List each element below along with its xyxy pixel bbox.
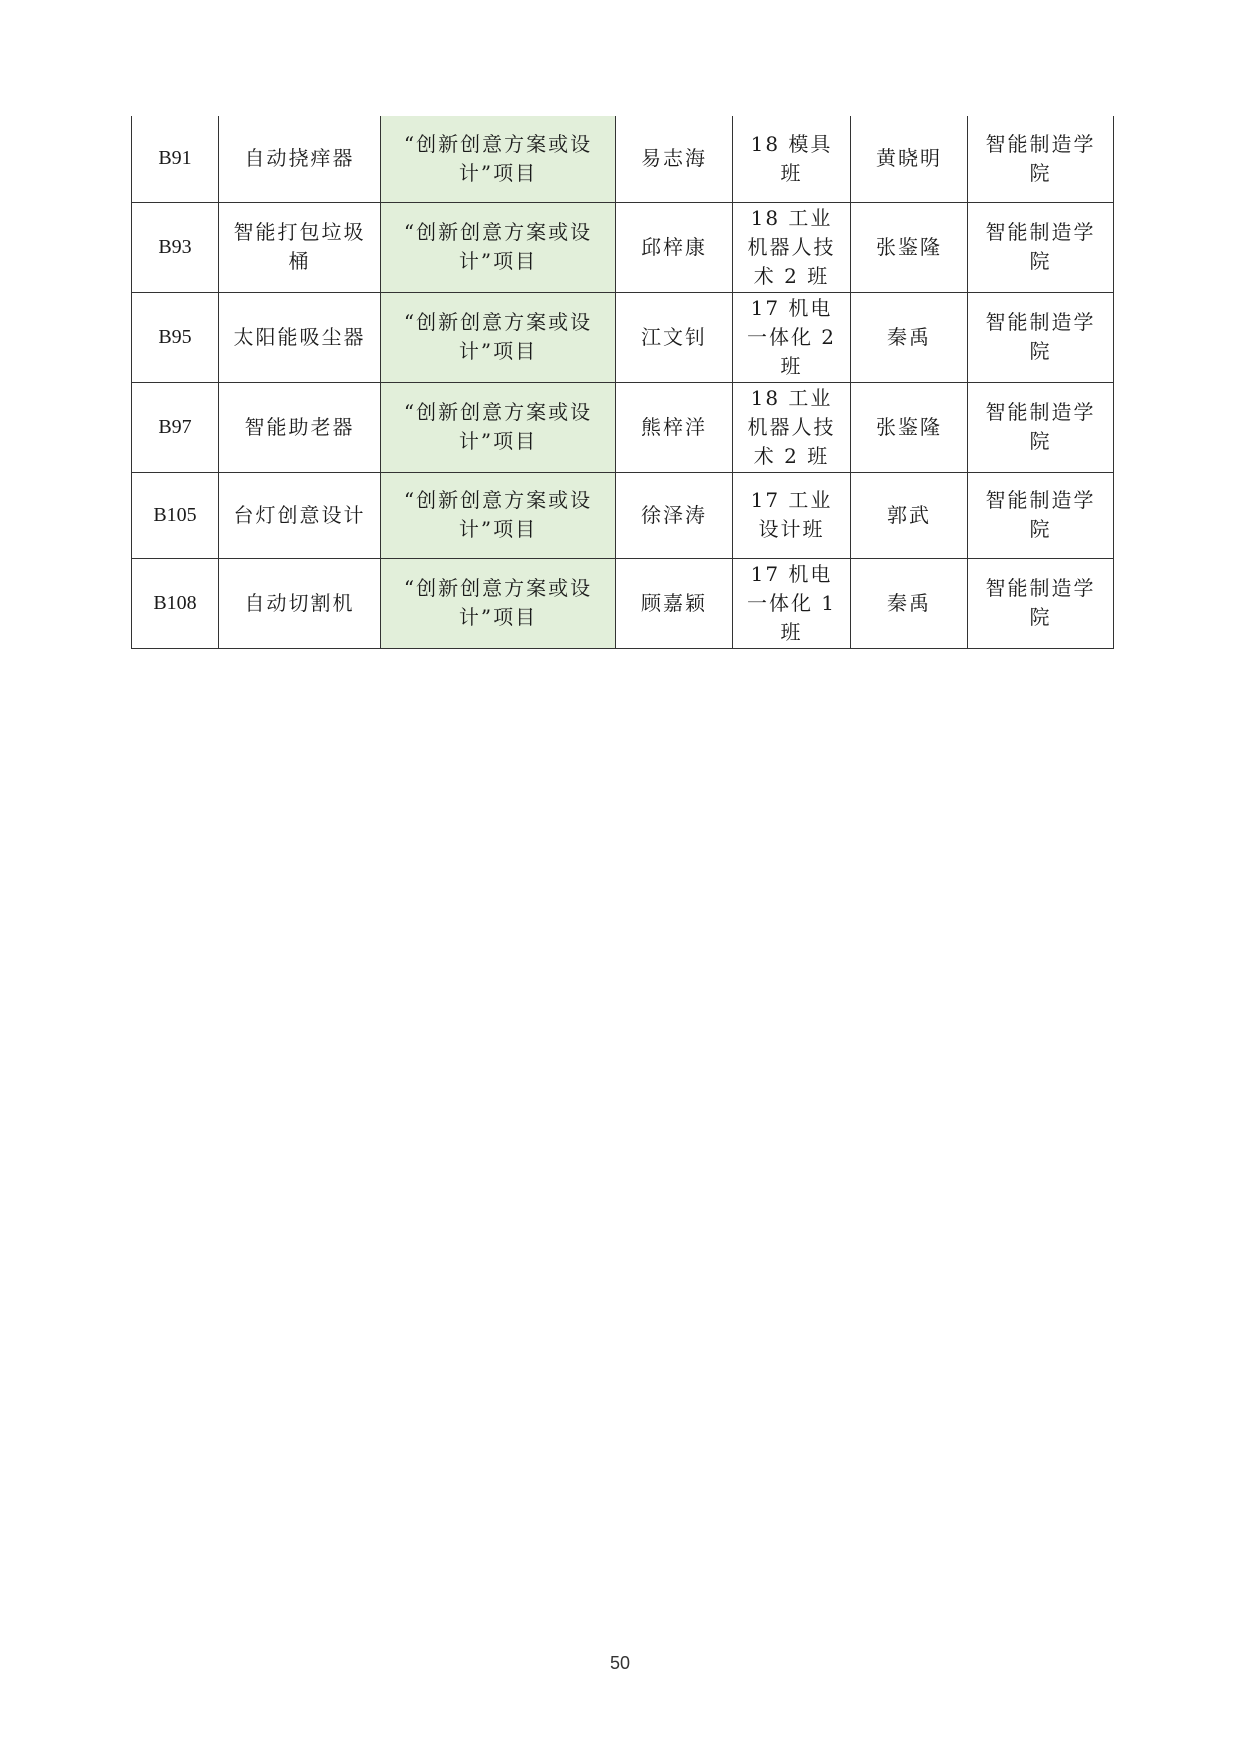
project-name-cell: 智能打包垃圾桶 bbox=[219, 202, 381, 292]
student-cell: 徐泽涛 bbox=[616, 472, 733, 558]
project-name-cell: 台灯创意设计 bbox=[219, 472, 381, 558]
project-id-cell: B105 bbox=[132, 472, 219, 558]
advisor-cell: 张鉴隆 bbox=[851, 202, 968, 292]
table-row bbox=[132, 382, 1114, 472]
student-cell: 江文钊 bbox=[616, 292, 733, 382]
project-id-cell: B93 bbox=[132, 202, 219, 292]
table-row bbox=[132, 202, 1114, 292]
category-cell: “创新创意方案或设计”项目 bbox=[381, 116, 616, 202]
college-cell: 智能制造学院 bbox=[968, 202, 1114, 292]
student-cell: 顾嘉颖 bbox=[616, 558, 733, 648]
page-number: 50 bbox=[609, 1653, 631, 1673]
advisor-cell: 郭武 bbox=[851, 472, 968, 558]
project-id-cell: B97 bbox=[132, 382, 219, 472]
advisor-cell: 秦禹 bbox=[851, 292, 968, 382]
category-cell: “创新创意方案或设计”项目 bbox=[381, 382, 616, 472]
category-cell: “创新创意方案或设计”项目 bbox=[381, 558, 616, 648]
college-cell: 智能制造学院 bbox=[968, 292, 1114, 382]
project-id-cell: B108 bbox=[132, 558, 219, 648]
table-row bbox=[132, 292, 1114, 382]
class-cell: 17 工业设计班 bbox=[733, 472, 851, 558]
class-cell: 17 机电一体化 2 班 bbox=[733, 292, 851, 382]
student-cell: 邱梓康 bbox=[616, 202, 733, 292]
category-cell: “创新创意方案或设计”项目 bbox=[381, 202, 616, 292]
project-id-cell: B91 bbox=[132, 116, 219, 202]
class-cell: 18 工业机器人技术 2 班 bbox=[733, 202, 851, 292]
project-name-cell: 智能助老器 bbox=[219, 382, 381, 472]
class-cell: 18 工业机器人技术 2 班 bbox=[733, 382, 851, 472]
college-cell: 智能制造学院 bbox=[968, 472, 1114, 558]
advisor-cell: 张鉴隆 bbox=[851, 382, 968, 472]
project-id-cell: B95 bbox=[132, 292, 219, 382]
project-name-cell: 自动挠痒器 bbox=[219, 116, 381, 202]
category-cell: “创新创意方案或设计”项目 bbox=[381, 472, 616, 558]
award-table bbox=[131, 116, 1114, 649]
category-cell: “创新创意方案或设计”项目 bbox=[381, 292, 616, 382]
class-cell: 18 模具班 bbox=[733, 116, 851, 202]
student-cell: 易志海 bbox=[616, 116, 733, 202]
advisor-cell: 秦禹 bbox=[851, 558, 968, 648]
college-cell: 智能制造学院 bbox=[968, 116, 1114, 202]
award-table-container bbox=[131, 116, 1113, 649]
project-name-cell: 太阳能吸尘器 bbox=[219, 292, 381, 382]
advisor-cell: 黄晓明 bbox=[851, 116, 968, 202]
class-cell: 17 机电一体化 1 班 bbox=[733, 558, 851, 648]
table-row bbox=[132, 116, 1114, 202]
project-name-cell: 自动切割机 bbox=[219, 558, 381, 648]
college-cell: 智能制造学院 bbox=[968, 382, 1114, 472]
table-row bbox=[132, 558, 1114, 648]
table-row bbox=[132, 472, 1114, 558]
college-cell: 智能制造学院 bbox=[968, 558, 1114, 648]
student-cell: 熊梓洋 bbox=[616, 382, 733, 472]
